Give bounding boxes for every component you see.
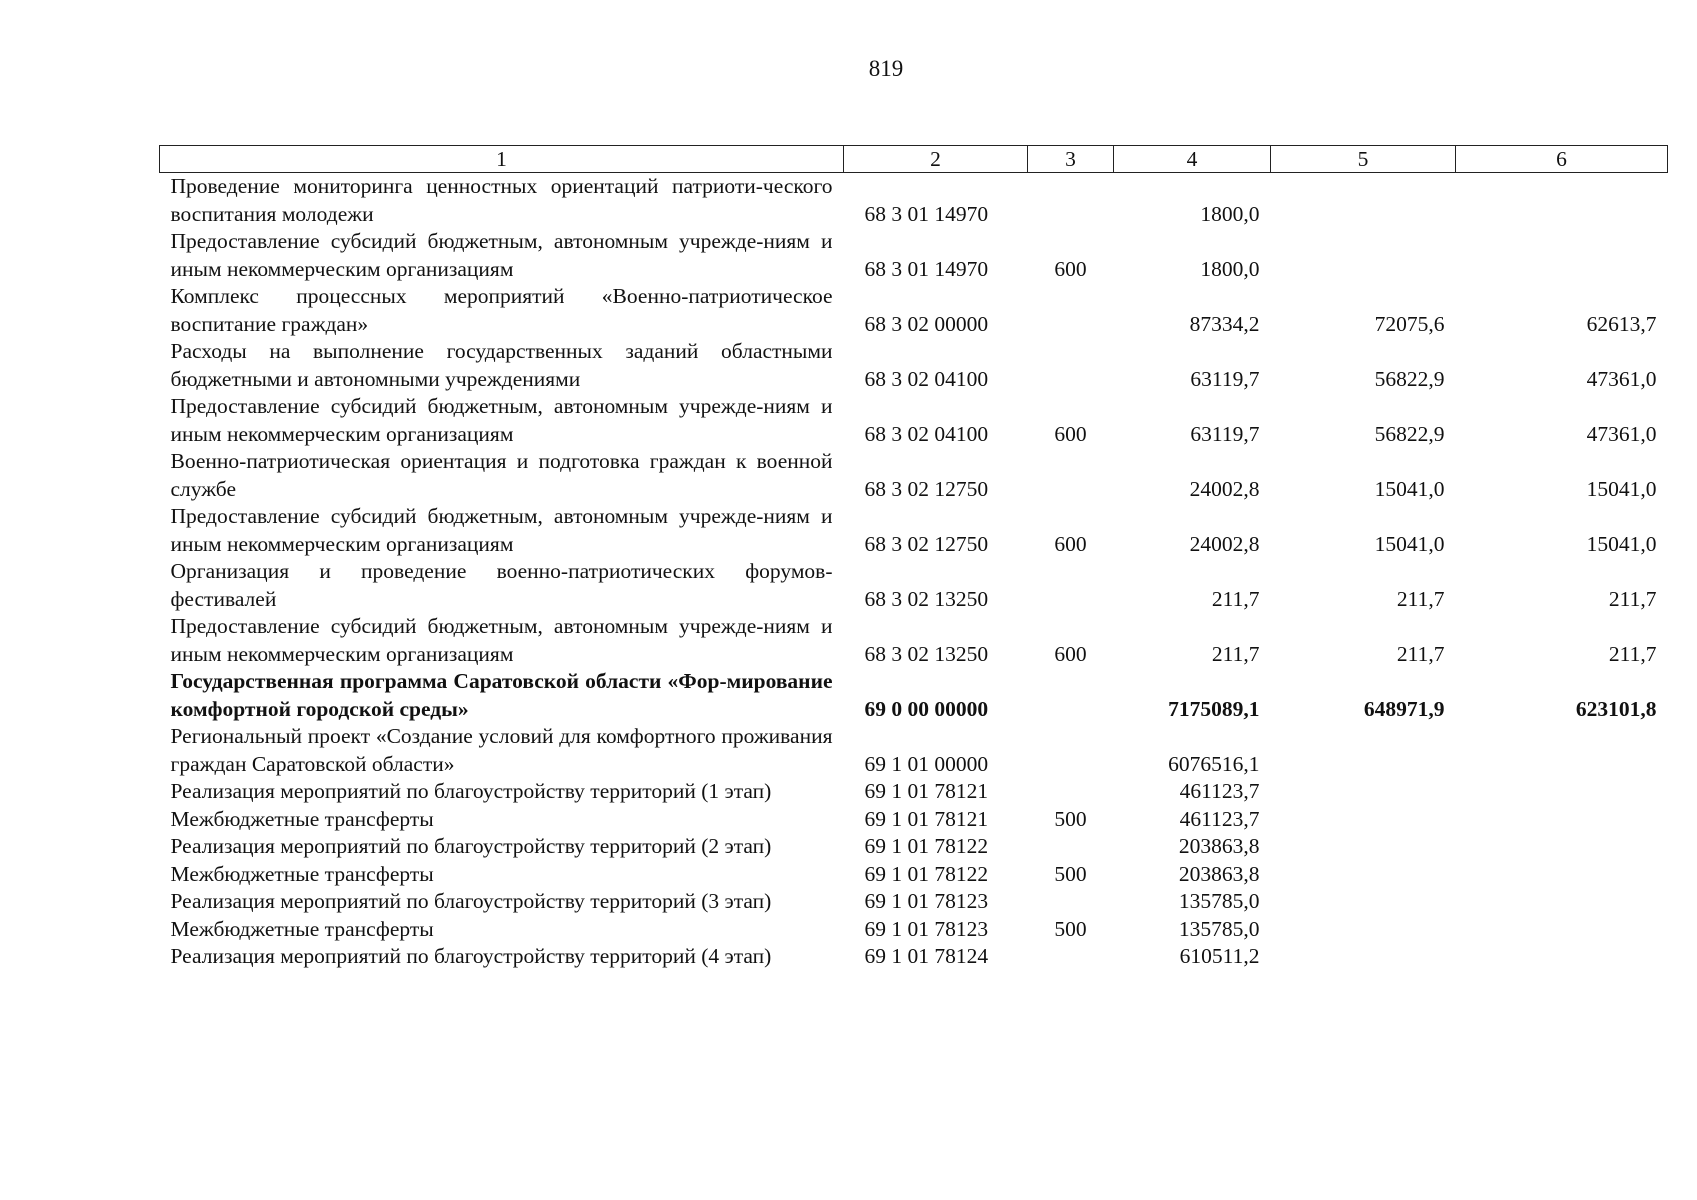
row-value-col6: 211,7: [1608, 641, 1657, 666]
row-code: 69 1 01 00000: [864, 751, 989, 776]
row-value-col5: [1271, 861, 1456, 889]
row-value-col4: 1800,0: [1200, 201, 1260, 226]
row-value-col5: [1271, 916, 1456, 944]
row-value-col4: 1800,0: [1200, 256, 1260, 281]
row-code: 68 3 02 12750: [864, 531, 989, 556]
row-expense-type: 600: [1054, 531, 1087, 556]
row-value-col4: 24002,8: [1189, 476, 1260, 501]
row-value-col4: 63119,7: [1190, 366, 1260, 391]
table-row: [160, 806, 1668, 834]
header-col-3: 3: [1028, 146, 1114, 173]
row-value-col4: 610511,2: [1179, 944, 1260, 968]
row-value-col5: 15041,0: [1374, 476, 1445, 501]
row-code: 69 1 01 78122: [864, 834, 989, 858]
table-row: [160, 173, 1668, 229]
row-expense-type: [1028, 338, 1114, 393]
row-value-col4: 203863,8: [1178, 861, 1260, 886]
row-value-col4: 6076516,1: [1168, 751, 1260, 776]
row-expense-type: 500: [1054, 916, 1087, 941]
table-row: [160, 916, 1668, 944]
header-row: [160, 146, 1668, 173]
row-value-col4: 135785,0: [1178, 889, 1260, 913]
row-expense-type: 600: [1054, 641, 1087, 666]
row-value-col5: 56822,9: [1374, 421, 1445, 446]
table-row: [160, 283, 1668, 338]
row-value-col6: 211,7: [1608, 586, 1657, 611]
row-expense-type: [1028, 283, 1114, 338]
row-value-col5: 648971,9: [1363, 696, 1445, 721]
row-name: Проведение мониторинга ценностных ориентаций патриоти-ческого воспитания молодежи: [170, 174, 833, 226]
row-value-col5: 15041,0: [1374, 531, 1445, 556]
row-name: Комплекс процессных мероприятий «Военно-патриотическое воспитание граждан»: [170, 284, 833, 336]
header-col-6: 6: [1456, 146, 1668, 173]
row-value-col4: 24002,8: [1189, 531, 1260, 556]
row-expense-type: [1028, 833, 1114, 861]
row-name: Предоставление субсидий бюджетным, автономным учрежде-ниям и иным некоммерческим организациям: [170, 394, 833, 446]
header-col-2: 2: [844, 146, 1028, 173]
row-code: 69 1 01 78123: [864, 889, 989, 913]
row-value-col6: [1456, 916, 1668, 944]
row-code: 69 0 00 00000: [864, 696, 989, 721]
row-name: Межбюджетные трансферты: [170, 916, 434, 941]
row-value-col5: [1271, 723, 1456, 778]
row-expense-type: [1028, 888, 1114, 916]
budget-table: [159, 145, 1668, 971]
row-value-col4: 211,7: [1211, 641, 1260, 666]
row-value-col6: [1456, 861, 1668, 889]
row-value-col6: 15041,0: [1586, 476, 1657, 501]
table-row: [160, 338, 1668, 393]
row-name: Реализация мероприятий по благоустройству территорий (4 этап): [170, 944, 772, 968]
row-value-col6: 62613,7: [1586, 311, 1657, 336]
row-name: Военно-патриотическая ориентация и подготовка граждан к военной службе: [170, 449, 833, 501]
row-value-col5: [1271, 778, 1456, 806]
row-name: Реализация мероприятий по благоустройству территорий (2 этап): [170, 834, 772, 858]
table-row: [160, 503, 1668, 558]
row-name: Межбюджетные трансферты: [170, 806, 434, 831]
row-value-col4: 461123,7: [1179, 779, 1260, 803]
row-expense-type: [1028, 173, 1114, 229]
row-expense-type: 600: [1054, 421, 1087, 446]
header-col-4: 4: [1114, 146, 1271, 173]
header-col-1: 1: [160, 146, 844, 173]
row-expense-type: [1028, 448, 1114, 503]
row-value-col5: [1271, 943, 1456, 971]
row-value-col4: 461123,7: [1179, 806, 1260, 831]
row-expense-type: [1028, 943, 1114, 971]
row-name: Региональный проект «Создание условий для комфортного проживания граждан Саратовской области»: [170, 724, 833, 776]
row-code: 69 1 01 78121: [864, 779, 989, 803]
row-code: 68 3 02 12750: [864, 476, 989, 501]
row-name: Межбюджетные трансферты: [170, 861, 434, 886]
row-expense-type: 500: [1054, 861, 1087, 886]
table-row: [160, 448, 1668, 503]
row-value-col5: [1271, 888, 1456, 916]
table-row: [160, 228, 1668, 283]
table-row: [160, 943, 1668, 971]
table-row: [160, 558, 1668, 613]
row-code: 69 1 01 78122: [864, 861, 989, 886]
row-value-col6: 15041,0: [1586, 531, 1657, 556]
table-header: [160, 146, 1668, 173]
row-value-col6: [1456, 173, 1668, 229]
table-row: [160, 668, 1668, 723]
row-value-col6: [1456, 778, 1668, 806]
row-code: 68 3 02 04100: [864, 421, 989, 446]
row-name: Предоставление субсидий бюджетным, автономным учрежде-ниям и иным некоммерческим организациям: [170, 614, 833, 666]
row-code: 68 3 01 14970: [864, 201, 989, 226]
row-value-col5: 211,7: [1396, 641, 1445, 666]
row-value-col6: [1456, 888, 1668, 916]
row-expense-type: [1028, 558, 1114, 613]
row-code: 68 3 02 00000: [864, 311, 989, 336]
row-value-col6: [1456, 833, 1668, 861]
row-expense-type: 600: [1054, 256, 1087, 281]
row-name: Организация и проведение военно-патриотических форумов-фестивалей: [170, 559, 833, 611]
table-row: [160, 888, 1668, 916]
row-value-col4: 63119,7: [1190, 421, 1260, 446]
row-name: Предоставление субсидий бюджетным, автономным учрежде-ниям и иным некоммерческим организациям: [170, 229, 833, 281]
page-number: 819: [868, 56, 904, 81]
row-value-col4: 203863,8: [1178, 834, 1260, 858]
table-body: [160, 173, 1668, 971]
row-code: 69 1 01 78121: [864, 806, 989, 831]
row-value-col4: 87334,2: [1189, 311, 1260, 336]
row-expense-type: [1028, 778, 1114, 806]
row-value-col4: 7175089,1: [1168, 696, 1260, 721]
row-expense-type: 500: [1054, 806, 1087, 831]
row-value-col6: 47361,0: [1586, 366, 1657, 391]
row-name: Расходы на выполнение государственных заданий областными бюджетными и автономными учреждениями: [170, 339, 833, 391]
row-code: 68 3 02 13250: [864, 641, 989, 666]
row-value-col5: [1271, 228, 1456, 283]
table-row: [160, 833, 1668, 861]
table-row: [160, 723, 1668, 778]
row-value-col6: [1456, 806, 1668, 834]
row-value-col5: 211,7: [1396, 586, 1445, 611]
row-value-col5: 56822,9: [1374, 366, 1445, 391]
table-row: [160, 861, 1668, 889]
row-value-col6: [1456, 723, 1668, 778]
row-value-col6: 47361,0: [1586, 421, 1657, 446]
row-value-col6: [1456, 943, 1668, 971]
row-value-col5: [1271, 806, 1456, 834]
table-row: [160, 613, 1668, 668]
row-expense-type: [1028, 723, 1114, 778]
row-name: Реализация мероприятий по благоустройству территорий (3 этап): [170, 889, 772, 913]
row-value-col5: 72075,6: [1374, 311, 1445, 336]
table-row: [160, 393, 1668, 448]
row-code: 68 3 02 04100: [864, 366, 989, 391]
row-name: Реализация мероприятий по благоустройству территорий (1 этап): [170, 779, 772, 803]
row-value-col6: [1456, 228, 1668, 283]
row-value-col6: 623101,8: [1575, 696, 1657, 721]
row-code: 68 3 01 14970: [864, 256, 989, 281]
row-expense-type: [1028, 668, 1114, 723]
row-code: 68 3 02 13250: [864, 586, 989, 611]
row-code: 69 1 01 78124: [864, 944, 989, 968]
table-row: [160, 778, 1668, 806]
header-col-5: 5: [1271, 146, 1456, 173]
row-code: 69 1 01 78123: [864, 916, 989, 941]
row-value-col5: [1271, 833, 1456, 861]
row-value-col5: [1271, 173, 1456, 229]
row-value-col4: 211,7: [1211, 586, 1260, 611]
row-name: Предоставление субсидий бюджетным, автономным учрежде-ниям и иным некоммерческим организациям: [170, 504, 833, 556]
row-value-col4: 135785,0: [1178, 916, 1260, 941]
row-name: Государственная программа Саратовской области «Фор-мирование комфортной городской среды»: [170, 669, 833, 721]
